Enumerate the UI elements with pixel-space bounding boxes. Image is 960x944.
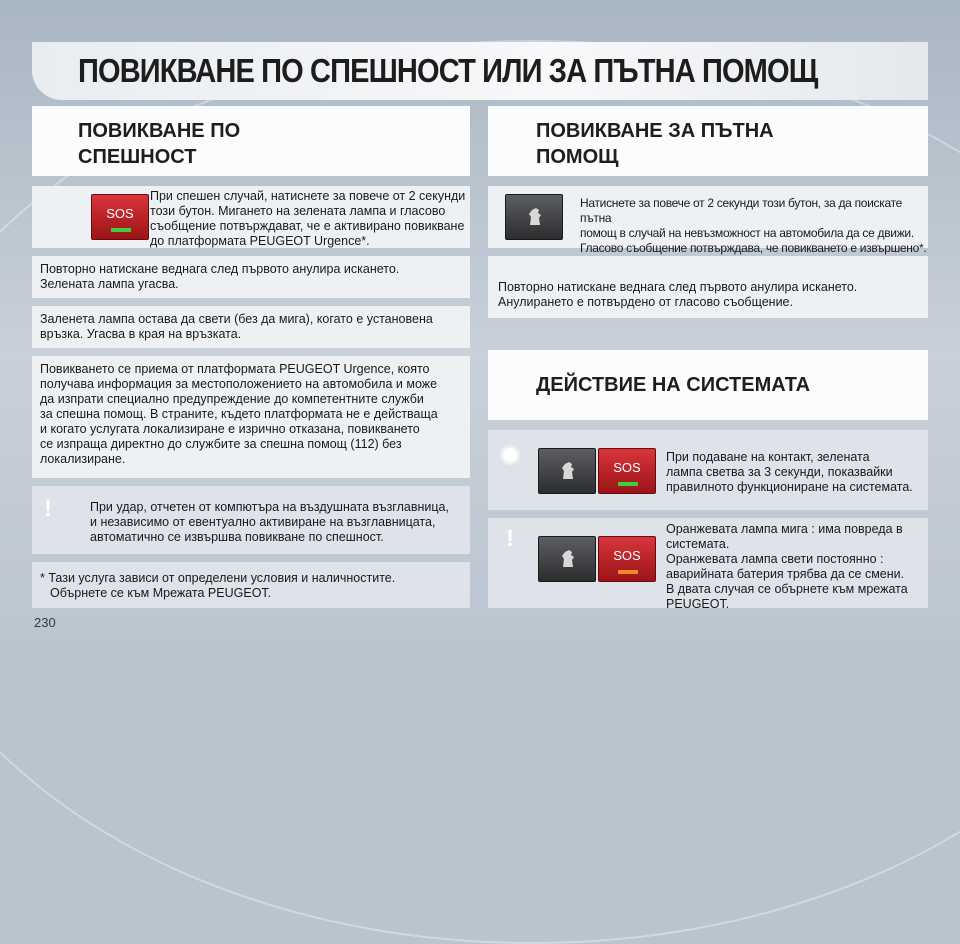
text-line: Натиснете за повече от 2 секунди този бутон, за да поискате пътна — [580, 196, 903, 225]
text-line: помощ в случай на невъзможност на автомобила да се движи. — [580, 226, 914, 240]
sos-button-indicator — [598, 448, 656, 494]
text-line: и независимо от евентуално активиране на възглавницата, — [90, 515, 436, 529]
text-line: до платформата PEUGEOT Urgence*. — [150, 234, 370, 248]
sos-button[interactable] — [91, 194, 149, 240]
emergency-cancel-box — [32, 256, 470, 298]
title-banner — [32, 42, 928, 100]
text-line: При подаване на контакт, зелената — [666, 450, 870, 464]
details-box — [32, 356, 470, 478]
assistance-intro-text — [580, 196, 928, 256]
ignition-text — [666, 450, 913, 495]
text-line: този бутон. Мигането на зелената лампа и гласово — [150, 204, 446, 218]
footnote-text — [40, 571, 395, 601]
text-line: Зелената лампа угасва. — [40, 277, 179, 291]
crash-text — [90, 500, 449, 545]
text-line: автоматично се извършва повикване по спешност. — [90, 530, 384, 544]
text-line: получава информация за местоположението на автомобила и може — [40, 377, 438, 391]
text-line: се изпраща директно до службите за спешна помощ (112) без — [40, 437, 402, 451]
assistance-header-box — [488, 106, 928, 176]
page-title: ПОВИКВАНЕ ПО СПЕШНОСТ ИЛИ ЗА ПЪТНА ПОМОЩ — [78, 52, 818, 89]
text-line: * Тази услуга зависи от определени условия и наличностите. — [40, 571, 396, 585]
green-led-icon — [618, 482, 638, 486]
light-icon — [503, 448, 517, 462]
text-line: В двата случая се обърнете към мрежата — [666, 582, 908, 596]
peugeot-lion-icon — [559, 461, 577, 481]
details-text — [40, 362, 438, 467]
connected-box — [32, 306, 470, 348]
emergency-cancel-text — [40, 262, 399, 292]
assistance-button[interactable] — [505, 194, 563, 240]
page-number: 230 — [34, 615, 56, 630]
text-line: Повторно натискане веднага след първото анулира искането. — [40, 262, 400, 276]
sos-button-indicator — [598, 536, 656, 582]
connected-text — [40, 312, 433, 342]
assistance-button-indicator — [538, 448, 596, 494]
text-line: за спешна помощ. В страните, където платформата не е действаща — [40, 407, 438, 421]
warning-icon: ! — [44, 495, 52, 522]
sos-label: SOS — [613, 460, 641, 475]
orange-lamp-text — [666, 522, 908, 612]
orange-led-icon — [618, 570, 638, 574]
assistance-intro-box — [488, 186, 928, 255]
assistance-title-line2: ПОМОЩ — [536, 146, 619, 168]
system-title: ДЕЙСТВИЕ НА СИСТЕМАТА — [536, 374, 811, 396]
text-line: връзка. Угасва в края на връзката. — [40, 327, 242, 341]
text-line: лампа светва за 3 секунди, показвайки — [666, 465, 893, 479]
assistance-button-indicator — [538, 536, 596, 582]
emergency-header-box — [32, 106, 470, 176]
text-line: Заленета лампа остава да свети (без да мига), когато е установена — [40, 312, 433, 326]
text-line: Обърнете се към Мрежата PEUGEOT. — [50, 586, 272, 600]
emergency-title-line1: ПОВИКВАНЕ ПО — [78, 120, 241, 142]
emergency-title — [78, 118, 240, 170]
assistance-title-line1: ПОВИКВАНЕ ЗА ПЪТНА — [536, 120, 774, 142]
ignition-box — [488, 430, 928, 510]
orange-lamp-box — [488, 518, 928, 611]
text-line: да изпрати специално предупреждение до компетентните служби — [40, 392, 424, 406]
text-line: Оранжевата лампа мига : има повреда в — [666, 522, 903, 536]
text-line: При удар, отчетен от компютъра на въздушната възглавница, — [90, 500, 449, 514]
text-line: и когато услугата локализиране е изрично отказана, повикването — [40, 422, 420, 436]
peugeot-lion-icon — [526, 207, 544, 227]
assistance-cancel-text — [498, 280, 857, 310]
text-line: Повторно натискане веднага след първото анулира искането. — [498, 280, 858, 294]
emergency-intro-text — [150, 189, 465, 249]
text-line: локализиране. — [40, 452, 126, 466]
text-line: правилното функциониране на системата. — [666, 480, 913, 494]
text-line: системата. — [666, 537, 730, 551]
text-line: Гласово съобщение потвърждава, че повикването е извършено*. — [580, 241, 927, 255]
text-line: аварийната батерия трябва да се смени. — [666, 567, 905, 581]
text-line: Оранжевата лампа свети постоянно : — [666, 552, 884, 566]
green-led-icon — [111, 228, 131, 232]
peugeot-lion-icon — [559, 549, 577, 569]
sos-label: SOS — [613, 548, 641, 563]
emergency-intro-box — [32, 186, 470, 248]
crash-box — [32, 486, 470, 554]
assistance-cancel-box — [488, 256, 928, 318]
text-line: Повикването се приема от платформата PEUGEOT Urgence, която — [40, 362, 430, 376]
footnote-box — [32, 562, 470, 608]
sos-label: SOS — [106, 206, 134, 221]
text-line: Анулирането е потвърдено от гласово съобщение. — [498, 295, 793, 309]
text-line: При спешен случай, натиснете за повече от 2 секунди — [150, 189, 466, 203]
emergency-title-line2: СПЕШНОСТ — [78, 146, 197, 168]
text-line: PEUGEOT. — [666, 597, 730, 611]
text-line: съобщение потвърждават, че е активирано повикване — [150, 219, 465, 233]
system-header-box — [488, 350, 928, 420]
assistance-title — [536, 118, 774, 170]
warning-icon: ! — [506, 525, 514, 552]
